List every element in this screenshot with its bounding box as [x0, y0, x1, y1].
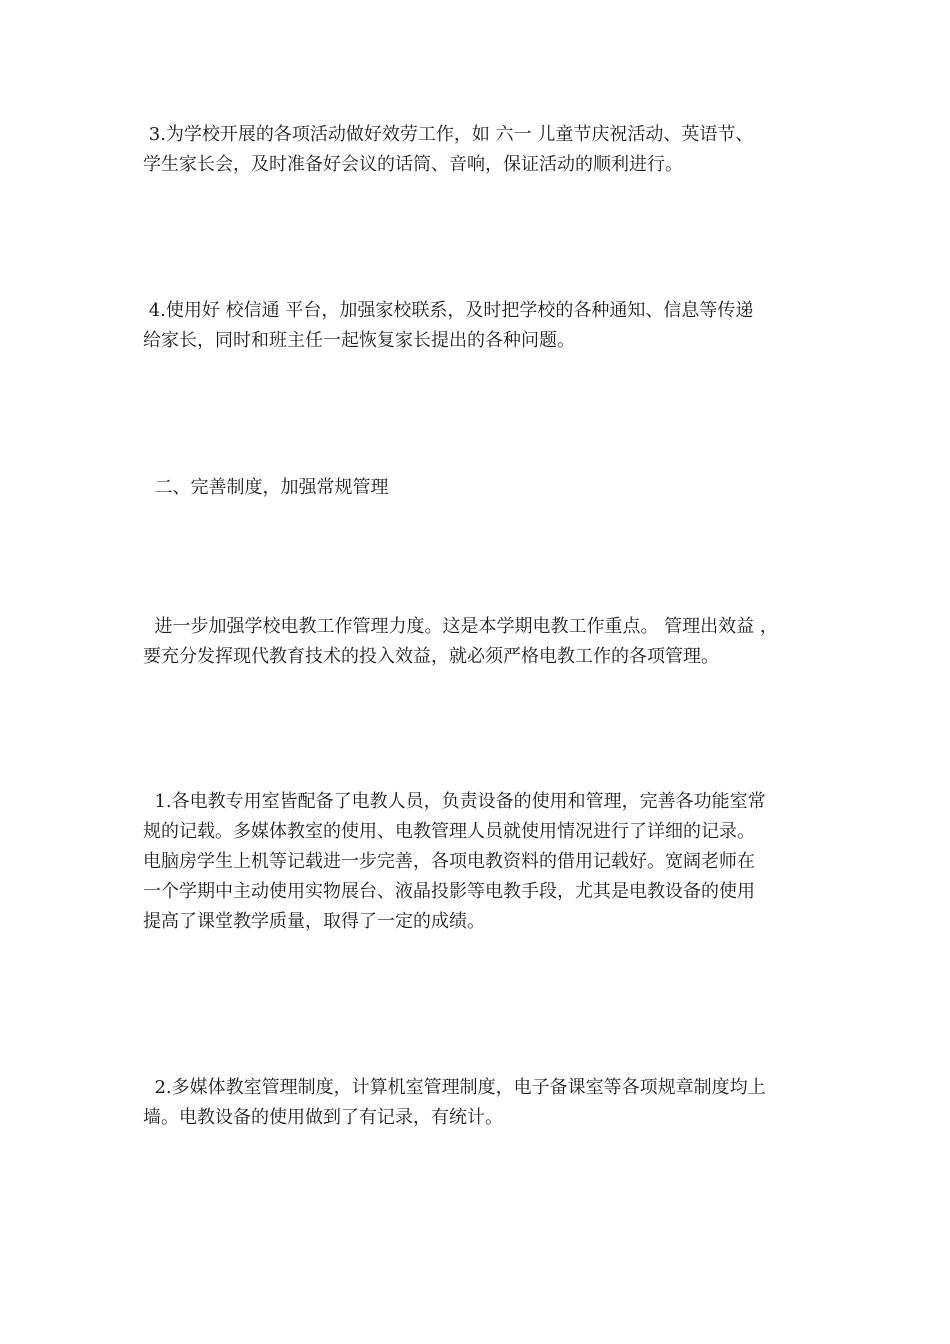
paragraph-line: 学生家长会，及时准备好会议的话筒、音响，保证活动的顺利进行。 [143, 154, 683, 175]
paragraph-line: 规的记载。多媒体教室的使用、电教管理人员就使用情况进行了详细的记录。 [143, 821, 755, 842]
paragraph-line: 4.使用好 校信通 平台，加强家校联系，及时把学校的各种通知、信息等传递 [143, 300, 754, 321]
paragraph-line: 3.为学校开展的各项活动做好效劳工作，如 六一 儿童节庆祝活动、英语节、 [143, 124, 754, 145]
section-heading [143, 473, 813, 503]
paragraph-rule-2 [143, 1073, 813, 1133]
paragraph-intro [143, 612, 813, 672]
paragraph-line: 1.各电教专用室皆配备了电教人员，负责设备的使用和管理，完善各功能室常 [143, 791, 766, 812]
paragraph-line: 给家长，同时和班主任一起恢复家长提出的各种问题。 [143, 330, 575, 351]
heading-line: 二、完善制度，加强常规管理 [143, 477, 389, 498]
paragraph-line: 要充分发挥现代教育技术的投入效益，就必须严格电教工作的各项管理。 [143, 646, 719, 667]
paragraph-line: 提高了课堂教学质量，取得了一定的成绩。 [143, 911, 485, 932]
paragraph-line: 2.多媒体教室管理制度，计算机室管理制度，电子备课室等各项规章制度均上 [143, 1077, 766, 1098]
paragraph-line: 墙。电教设备的使用做到了有记录，有统计。 [143, 1107, 503, 1128]
paragraph-line: 电脑房学生上机等记载进一步完善，各项电教资料的借用记载好。宽阔老师在 [143, 851, 755, 872]
paragraph-item-4 [143, 296, 813, 356]
paragraph-line: 一个学期中主动使用实物展台、液晶投影等电教手段，尤其是电教设备的使用 [143, 881, 755, 902]
paragraph-rule-1 [143, 787, 813, 937]
paragraph-line: 进一步加强学校电教工作管理力度。这是本学期电教工作重点。 管理出效益 ， [143, 616, 778, 637]
paragraph-item-3 [143, 120, 813, 180]
